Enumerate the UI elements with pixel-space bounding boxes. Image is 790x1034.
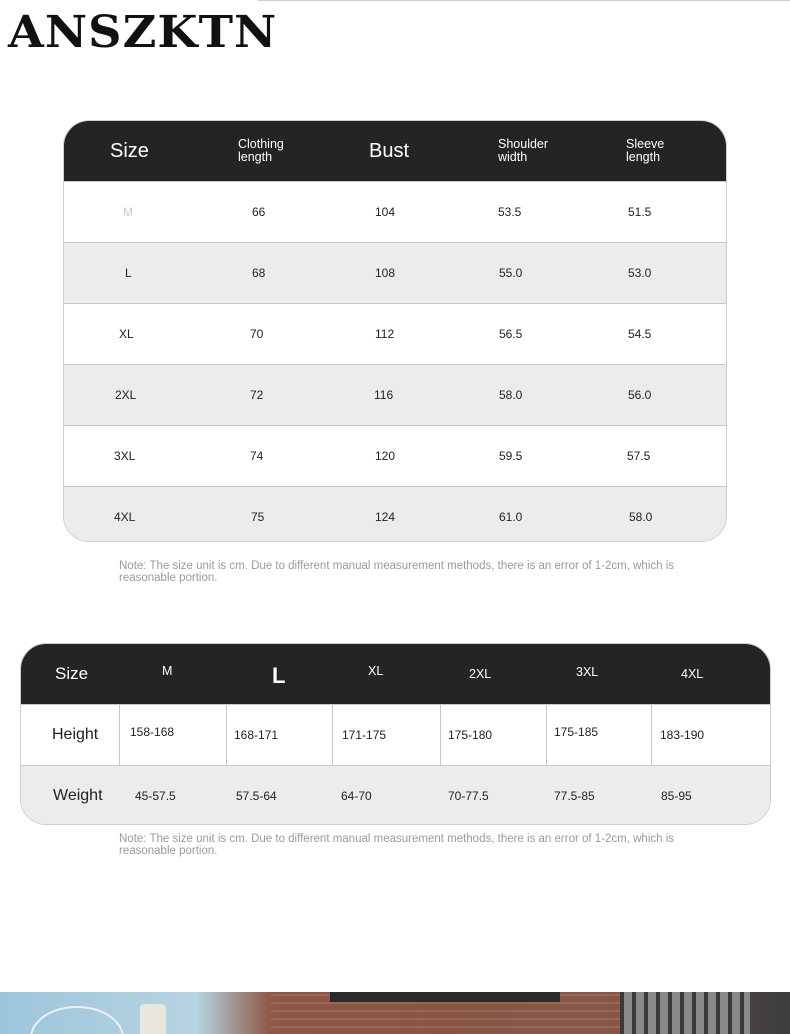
header-xl: XL xyxy=(368,664,384,678)
cell-weight-m: 45-57.5 xyxy=(135,789,176,803)
cell-clothing-length: 74 xyxy=(250,449,264,463)
table-header xyxy=(64,121,726,181)
table-row xyxy=(64,486,726,542)
cell-height-xl: 171-175 xyxy=(342,728,387,742)
cell-size: 2XL xyxy=(115,388,137,402)
table-row-height xyxy=(21,704,770,765)
cell-sleeve-length: 56.0 xyxy=(628,388,652,402)
cell-clothing-length: 72 xyxy=(250,388,264,402)
cell-bust: 120 xyxy=(375,449,396,463)
cell-clothing-length: 68 xyxy=(252,266,266,280)
cell-sleeve-length: 54.5 xyxy=(628,327,652,341)
cell-size: L xyxy=(125,266,132,280)
row-label-weight: Weight xyxy=(53,787,103,804)
cell-weight-3xl: 77.5-85 xyxy=(554,789,595,803)
photo-roof xyxy=(330,992,560,1002)
cell-height-3xl: 175-185 xyxy=(554,725,599,739)
size-recommendation-table xyxy=(20,643,771,825)
cell-height-2xl: 175-180 xyxy=(448,728,493,742)
cell-bust: 112 xyxy=(375,327,395,341)
measurement-note: Note: The size unit is cm. Due to different manual measurement methods, there is an error of 1-2cm, which is reasonable portion. xyxy=(119,560,675,584)
cell-shoulder-width: 59.5 xyxy=(499,449,523,463)
photo-overlay-circle xyxy=(30,1006,124,1034)
table-row xyxy=(64,181,726,242)
cell-weight-l: 57.5-64 xyxy=(236,789,277,803)
cell-size: M xyxy=(123,205,133,219)
header-size: Size xyxy=(110,139,149,162)
product-photo xyxy=(0,992,790,1034)
header-sleeve-length: Sleeve length xyxy=(626,137,665,164)
cell-shoulder-width: 61.0 xyxy=(499,510,523,524)
table-header xyxy=(21,644,770,704)
header-4xl: 4XL xyxy=(681,667,704,681)
cell-weight-xl: 64-70 xyxy=(341,789,372,803)
photo-building xyxy=(140,1004,166,1034)
cell-size: XL xyxy=(119,327,134,341)
header-clothing-length: Clothing length xyxy=(238,137,284,164)
header-l: L xyxy=(272,663,286,688)
cell-bust: 104 xyxy=(375,205,396,219)
header-size: Size xyxy=(55,664,89,683)
header-m: M xyxy=(162,664,173,678)
cell-weight-4xl: 85-95 xyxy=(661,789,692,803)
table-row xyxy=(64,364,726,425)
cell-sleeve-length: 57.5 xyxy=(627,449,651,463)
cell-size: 3XL xyxy=(114,449,136,463)
table-row xyxy=(64,303,726,364)
cell-height-l: 168-171 xyxy=(234,728,279,742)
header-3xl: 3XL xyxy=(576,665,599,679)
cell-clothing-length: 66 xyxy=(252,205,266,219)
brand-logo: ANSZKTN xyxy=(8,7,278,58)
table-row-weight xyxy=(21,765,770,825)
header-shoulder-width: Shoulder width xyxy=(498,137,549,164)
header-bust: Bust xyxy=(369,139,410,162)
cell-size: 4XL xyxy=(114,510,136,524)
table-row xyxy=(64,242,726,303)
cell-clothing-length: 70 xyxy=(250,327,264,341)
cell-sleeve-length: 53.0 xyxy=(628,266,652,280)
cell-shoulder-width: 55.0 xyxy=(499,266,523,280)
cell-clothing-length: 75 xyxy=(251,510,265,524)
photo-gate xyxy=(620,992,750,1034)
measurement-note: Note: The size unit is cm. Due to different manual measurement methods, there is an error of 1-2cm, which is reasonable portion. xyxy=(119,833,675,857)
cell-shoulder-width: 58.0 xyxy=(499,388,523,402)
cell-shoulder-width: 56.5 xyxy=(499,327,523,341)
table-row xyxy=(64,425,726,486)
cell-bust: 116 xyxy=(374,388,394,402)
cell-weight-2xl: 70-77.5 xyxy=(448,789,489,803)
cell-bust: 108 xyxy=(375,266,396,280)
cell-bust: 124 xyxy=(375,510,396,524)
garment-size-table xyxy=(63,120,727,542)
cell-height-m: 158-168 xyxy=(130,725,175,739)
cell-sleeve-length: 58.0 xyxy=(629,510,653,524)
cell-sleeve-length: 51.5 xyxy=(628,205,652,219)
cell-height-4xl: 183-190 xyxy=(660,728,705,742)
cell-shoulder-width: 53.5 xyxy=(498,205,522,219)
header-2xl: 2XL xyxy=(469,667,492,681)
top-divider xyxy=(258,0,790,1)
row-label-height: Height xyxy=(52,726,99,743)
